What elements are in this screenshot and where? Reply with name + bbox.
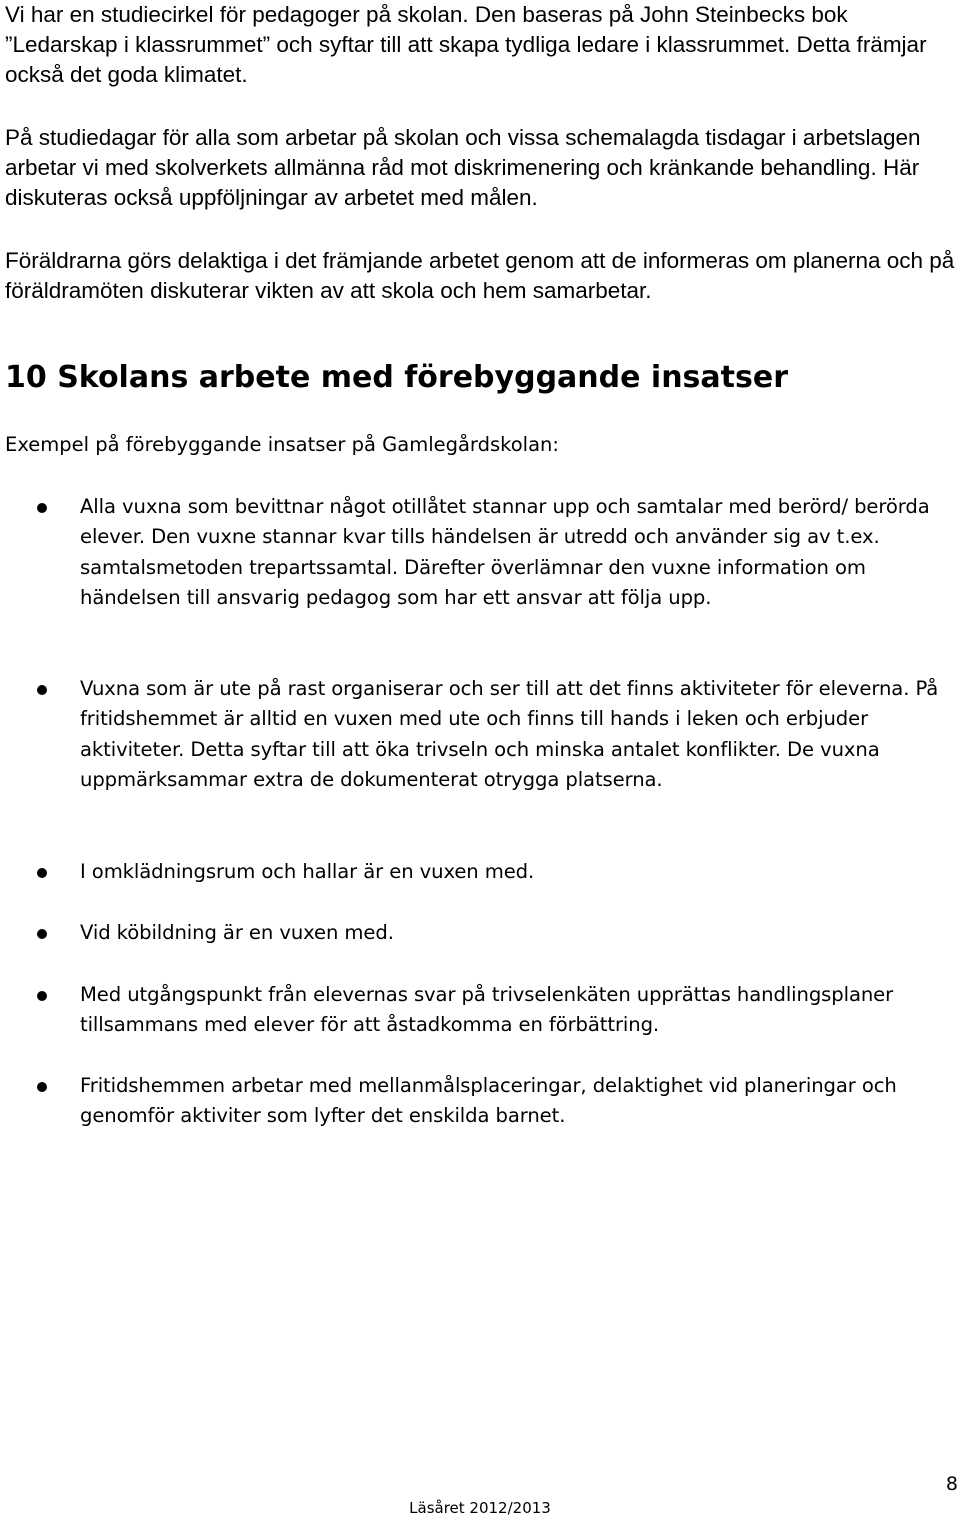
paragraph-foraldrar: Föräldrarna görs delaktiga i det främjande arbetet genom att de informeras om planerna och på föräldramöten diskuterar vikten av att skola och hem samarbetar. — [5, 248, 955, 303]
bullet-icon — [37, 503, 47, 513]
section-heading: 10 Skolans arbete med förebyggande insatser — [5, 360, 788, 395]
list-item-text: Vid köbildning är en vuxen med. — [80, 921, 394, 944]
bullet-icon — [37, 685, 47, 695]
list-item-text: Vuxna som är ute på rast organiserar och ser till att det finns aktiviteter för eleverna. På fritidshemmet är alltid en vuxen med ute och finns till hands i leken och erbjuder aktiviteter. Detta syftar till att öka trivseln och minska antalet konflikter. De vuxna uppmärksammar extra de dokumenterat otrygga platserna. — [80, 677, 939, 792]
section-intro: Exempel på förebyggande insatser på Gamlegårdskolan: — [5, 433, 559, 456]
bullet-icon — [37, 929, 47, 939]
bullet-icon — [37, 868, 47, 878]
list-item-text: Med utgångspunkt från elevernas svar på trivselenkäten upprättas handlingsplaner tillsammans med elever för att åstadkomma en förbättring. — [80, 983, 894, 1037]
paragraph-studiedagar: På studiedagar för alla som arbetar på skolan och vissa schemalagda tisdagar i arbetslagen arbetar vi med skolverkets allmänna råd mot diskrimenering och kränkande behandling. Här diskuteras också uppföljningar av arbetet med målen. — [5, 125, 921, 210]
page-number: 8 — [945, 1473, 958, 1495]
list-item-text: I omklädningsrum och hallar är en vuxen med. — [80, 860, 535, 883]
footer-school-year: Läsåret 2012/2013 — [409, 1499, 551, 1517]
bullet-icon — [37, 1082, 47, 1092]
bullet-icon — [37, 991, 47, 1001]
list-item-text: Fritidshemmen arbetar med mellanmålsplaceringar, delaktighet vid planeringar och genomför aktiviter som lyfter det enskilda barnet. — [80, 1074, 897, 1128]
list-item-text: Alla vuxna som bevittnar något otillåtet stannar upp och samtalar med berörd/ berörda elever. Den vuxne stannar kvar tills händelsen är utredd och använder sig av t.ex. samtalsmetoden trepartssamtal. Därefter överlämnar den vuxne information om händelsen till ansvarig pedagog som har ett ansvar att följa upp. — [80, 495, 930, 610]
paragraph-studiecirkel: Vi har en studiecirkel för pedagoger på skolan. Den baseras på John Steinbecks bok ”Ledarskap i klassrummet” och syftar till att skapa tydliga ledare i klassrummet. Detta främjar också det goda klimatet. — [5, 2, 927, 87]
